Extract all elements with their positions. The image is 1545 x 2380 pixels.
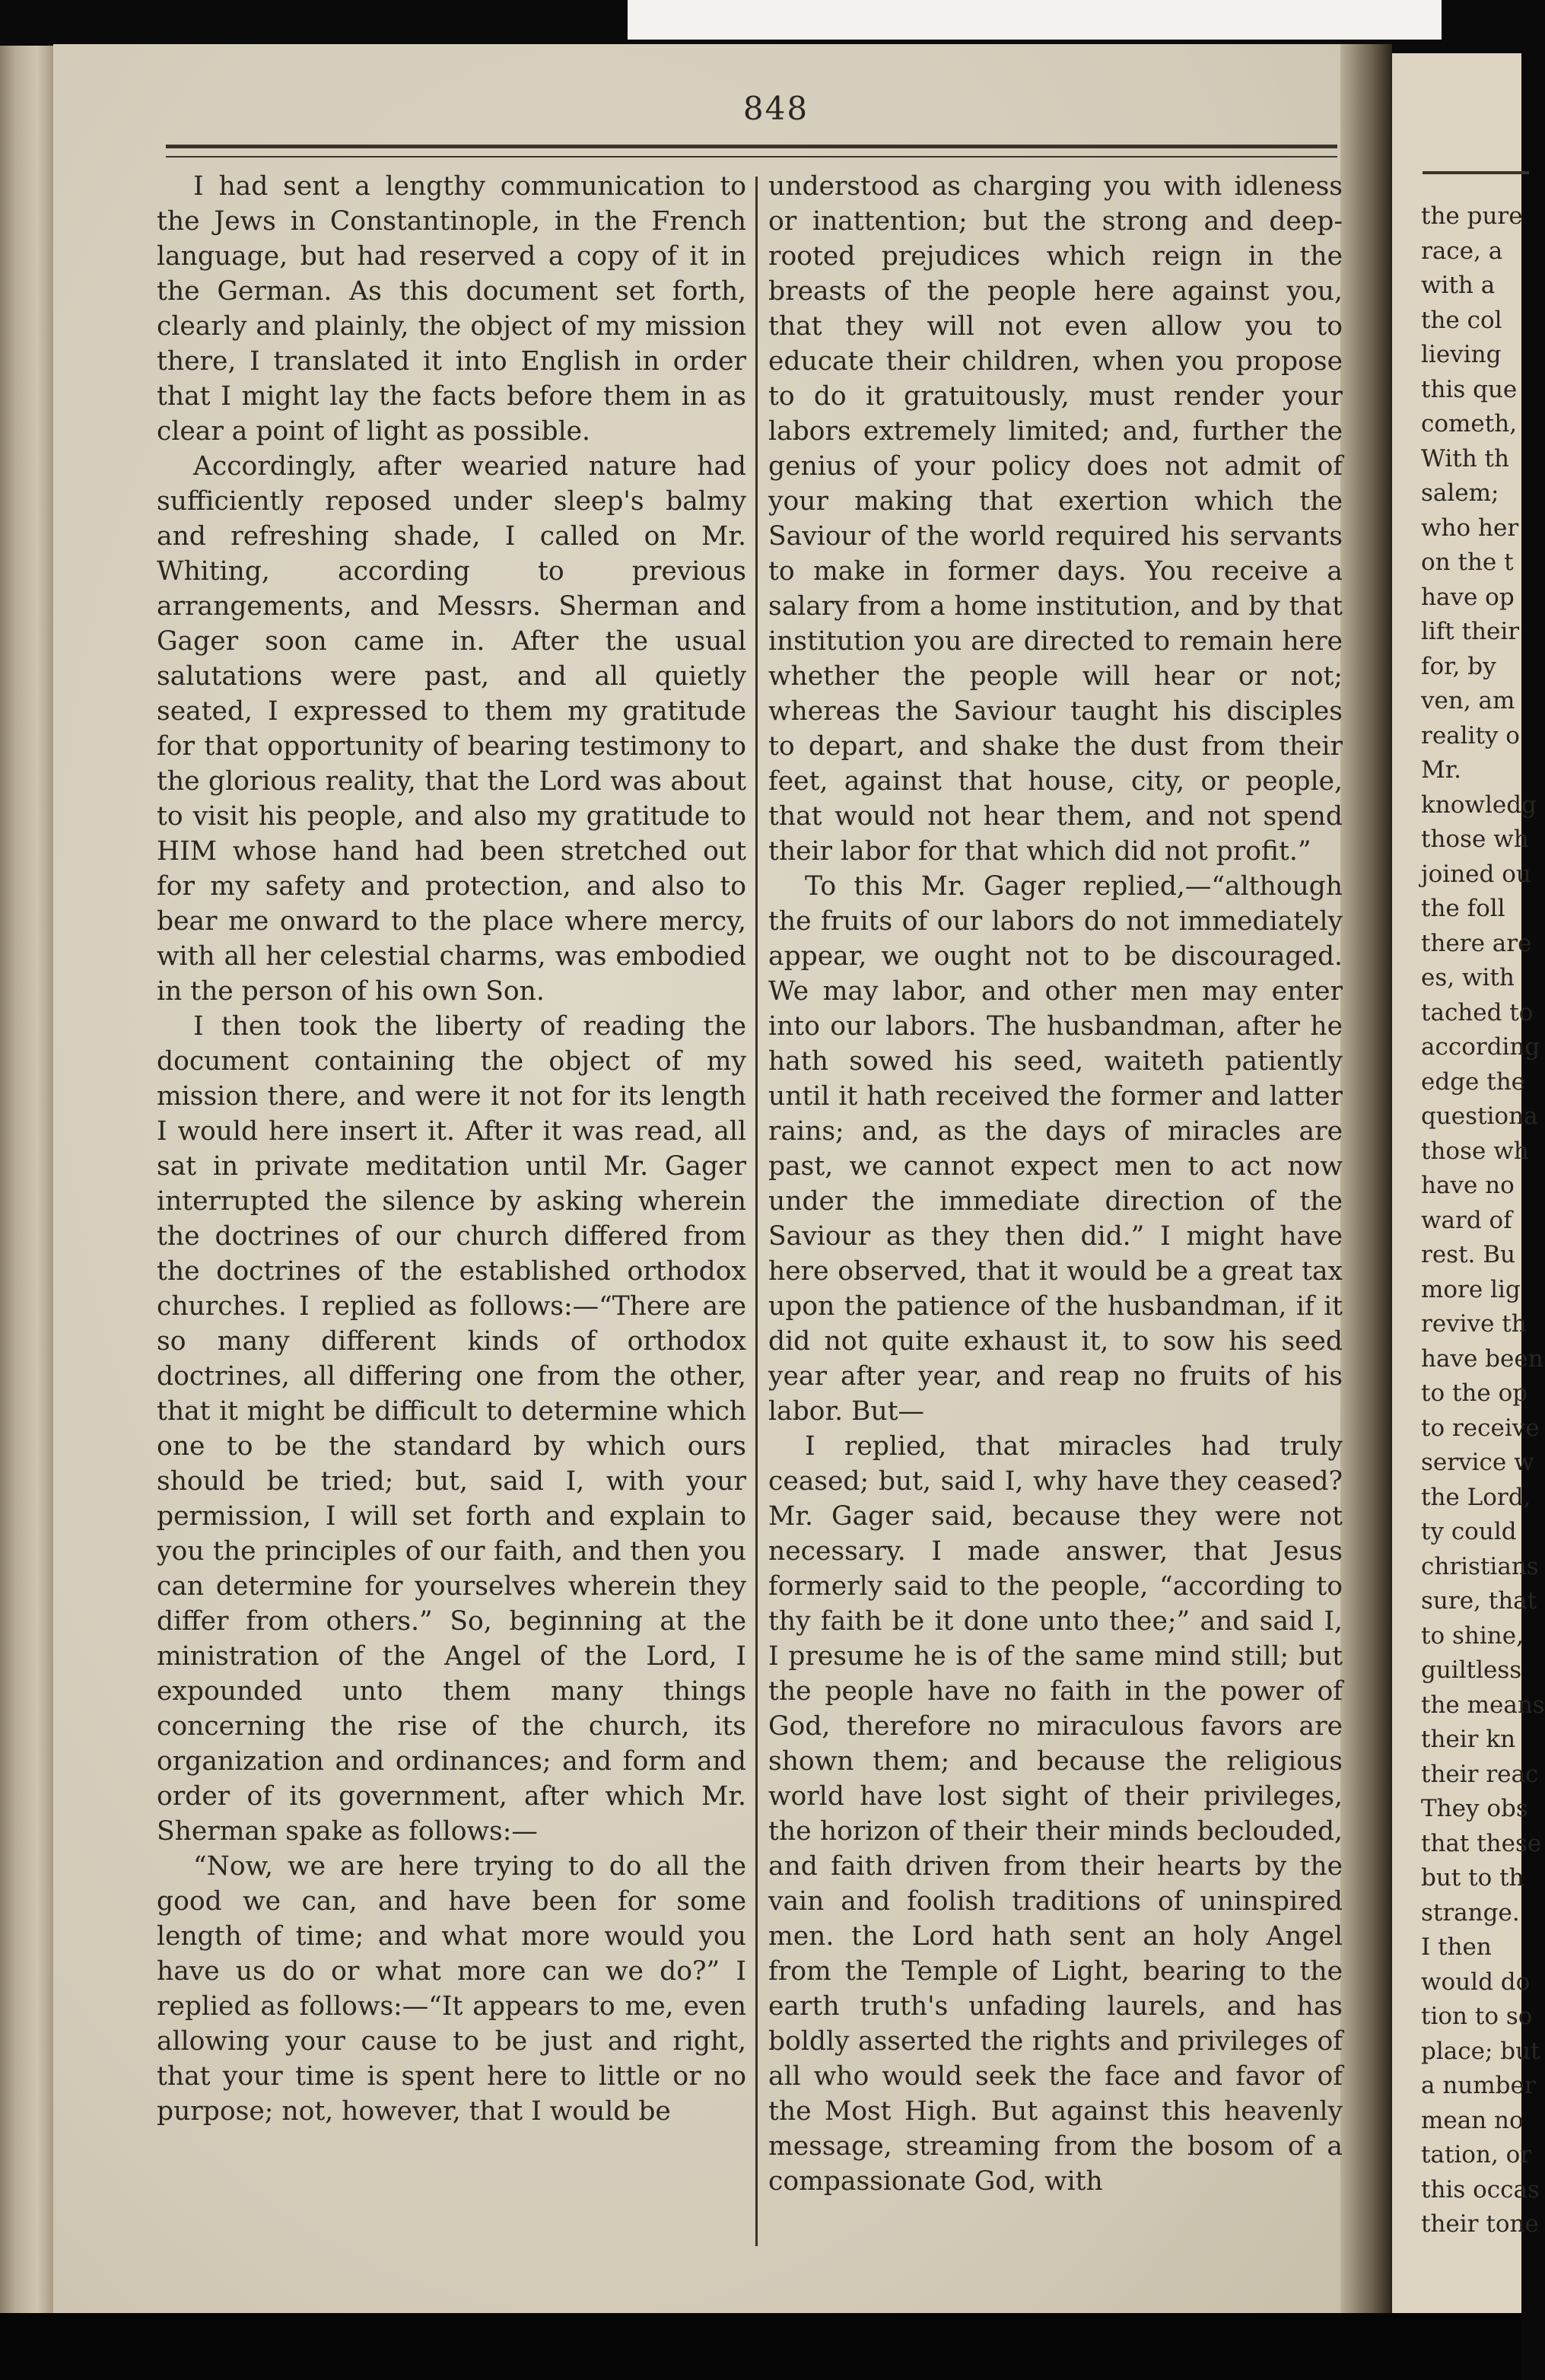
page-number: 848 — [742, 90, 809, 127]
paragraph: Accordingly, after wearied nature had sufficiently reposed under sleep's balmy and refreshing shade, I called on Mr. Whiting, according to previous arrangements, and Messrs. Sherman and Gager soon came in. After the usual salutations were past, and all quietly seated, I expressed to them my gratitude for that opportunity of bearing testimony to the glorious reality, that the Lord was about to visit his people, and also my gratitude to HIM whose hand had been stretched out for my safety and protection, and also to bear me onward to the place where mercy, with all her celestial charms, was embodied in the person of his own Son. — [157, 451, 746, 1007]
book-gutter — [1340, 44, 1392, 2313]
paragraph: I had sent a lengthy communication to the Jews in Constantinople, in the French language, but had reserved a copy of it in the German. As this document set forth, clearly and plainly, the object of my mission there, I translated it into English in order that I might lay the facts before them in as clear a point of light as possible. — [157, 171, 746, 447]
left-column — [157, 169, 746, 2254]
paragraph: “Now, we are here trying to do all the good we can, and have been for some length of time; and what more would you have us do or what more can we do?” I replied as follows:—“It appears to me, even allowing your cause to be just and right, that your time is spent here to little or no purpose; not, however, that I would be — [157, 1851, 746, 2127]
facing-page-fragment — [1392, 53, 1545, 2313]
facing-page-rule — [1423, 171, 1529, 179]
column-divider — [755, 177, 758, 2246]
scan-top-tab — [628, 0, 1442, 40]
paragraph: I replied, that miracles had truly ceased; but, said I, why have they ceased? Mr. Gager said, because they were not necessary. I made answer, that Jesus formerly said to the people, “according to thy faith be it done unto thee;” and said I, I presume he is of the same mind still; but the people have no faith in the power of God, therefore no miraculous favors are shown them; and because the religious world have lost sight of their privileges, the horizon of their their minds beclouded, and faith driven from their hearts by the vain and foolish traditions of uninspired men. the Lord hath sent an holy Angel from the Temple of Light, bearing to the earth truth's unfading laurels, and has boldly asserted the rights and privileges of all who would seek the face and favor of the Most High. But against this heavenly message, streaming from the bosom of a compassionate God, with — [768, 1431, 1343, 2197]
book-page-edges — [0, 46, 53, 2313]
scan-bottom-shadow — [0, 2313, 1521, 2380]
paragraph: understood as charging you with idleness or inattention; but the strong and deep-rooted prejudices which reign in the breasts of the people here against you, that they will not even allow you to educate their children, when you propose to do it gratuitously, must render your labors extremely limited; and, further the genius of your policy does not admit of your making that exertion which the Saviour of the world required his servants to make in former days. You receive a salary from a home institution, and by that institution you are directed to remain here whether the people will hear or not; whereas the Saviour taught his disciples to depart, and shake the dust from their feet, against that house, city, or people, that would not hear them, and not spend their labor for that which did not profit.” — [768, 171, 1343, 867]
header-rule — [166, 145, 1337, 158]
right-column — [768, 169, 1343, 2254]
paragraph: I then took the liberty of reading the document containing the object of my mission there, and were it not for its length I would here insert it. After it was read, all sat in private meditation until Mr. Gager interrupted the silence by asking wherein the doctrines of our church differed from the doctrines of the established orthodox churches. I replied as follows:—“There are so many different kinds of orthodox doctrines, all differing one from the other, that it might be difficult to determine which one to be the standard by which ours should be tried; but, said I, with your permission, I will set forth and explain to you the principles of our faith, and then you can determine for yourselves wherein they differ from others.” So, beginning at the ministration of the Angel of the Lord, I expounded unto them many things concerning the rise of the church, its organization and ordinances; and form and order of its government, after which Mr. Sherman spake as follows:— — [157, 1011, 746, 1847]
facing-page-text: the pure race, a with a the col lieving this que cometh, With th salem; who her on the t have op lift their for, by ven, am reality o Mr. knowledg those wh joined ou the foll there are es, with tached to according edge the questiona those wh have no ward of rest. Bu more lig revive th have been to the op to receive service w the Lord, ty could christians sure, that to shine, guiltless the means their kn their reac They obs that these but to th strange. I then would do tion to so place; but a number mean no tation, or this occas their tone — [1421, 202, 1545, 2238]
paragraph: To this Mr. Gager replied,—“although the fruits of our labors do not immediately appear, we ought not to be discouraged. We may labor, and other men may enter into our labors. The husbandman, after he hath sowed his seed, waiteth patiently until it hath received the former and latter rains; and, as the days of miracles are past, we cannot expect men to act now under the immediate direction of the Saviour as they then did.” I might have here observed, that it would be a great tax upon the patience of the husbandman, if it did not quite exhaust it, to sow his seed year after year, and reap no fruits of his labor. But— — [768, 871, 1343, 1427]
